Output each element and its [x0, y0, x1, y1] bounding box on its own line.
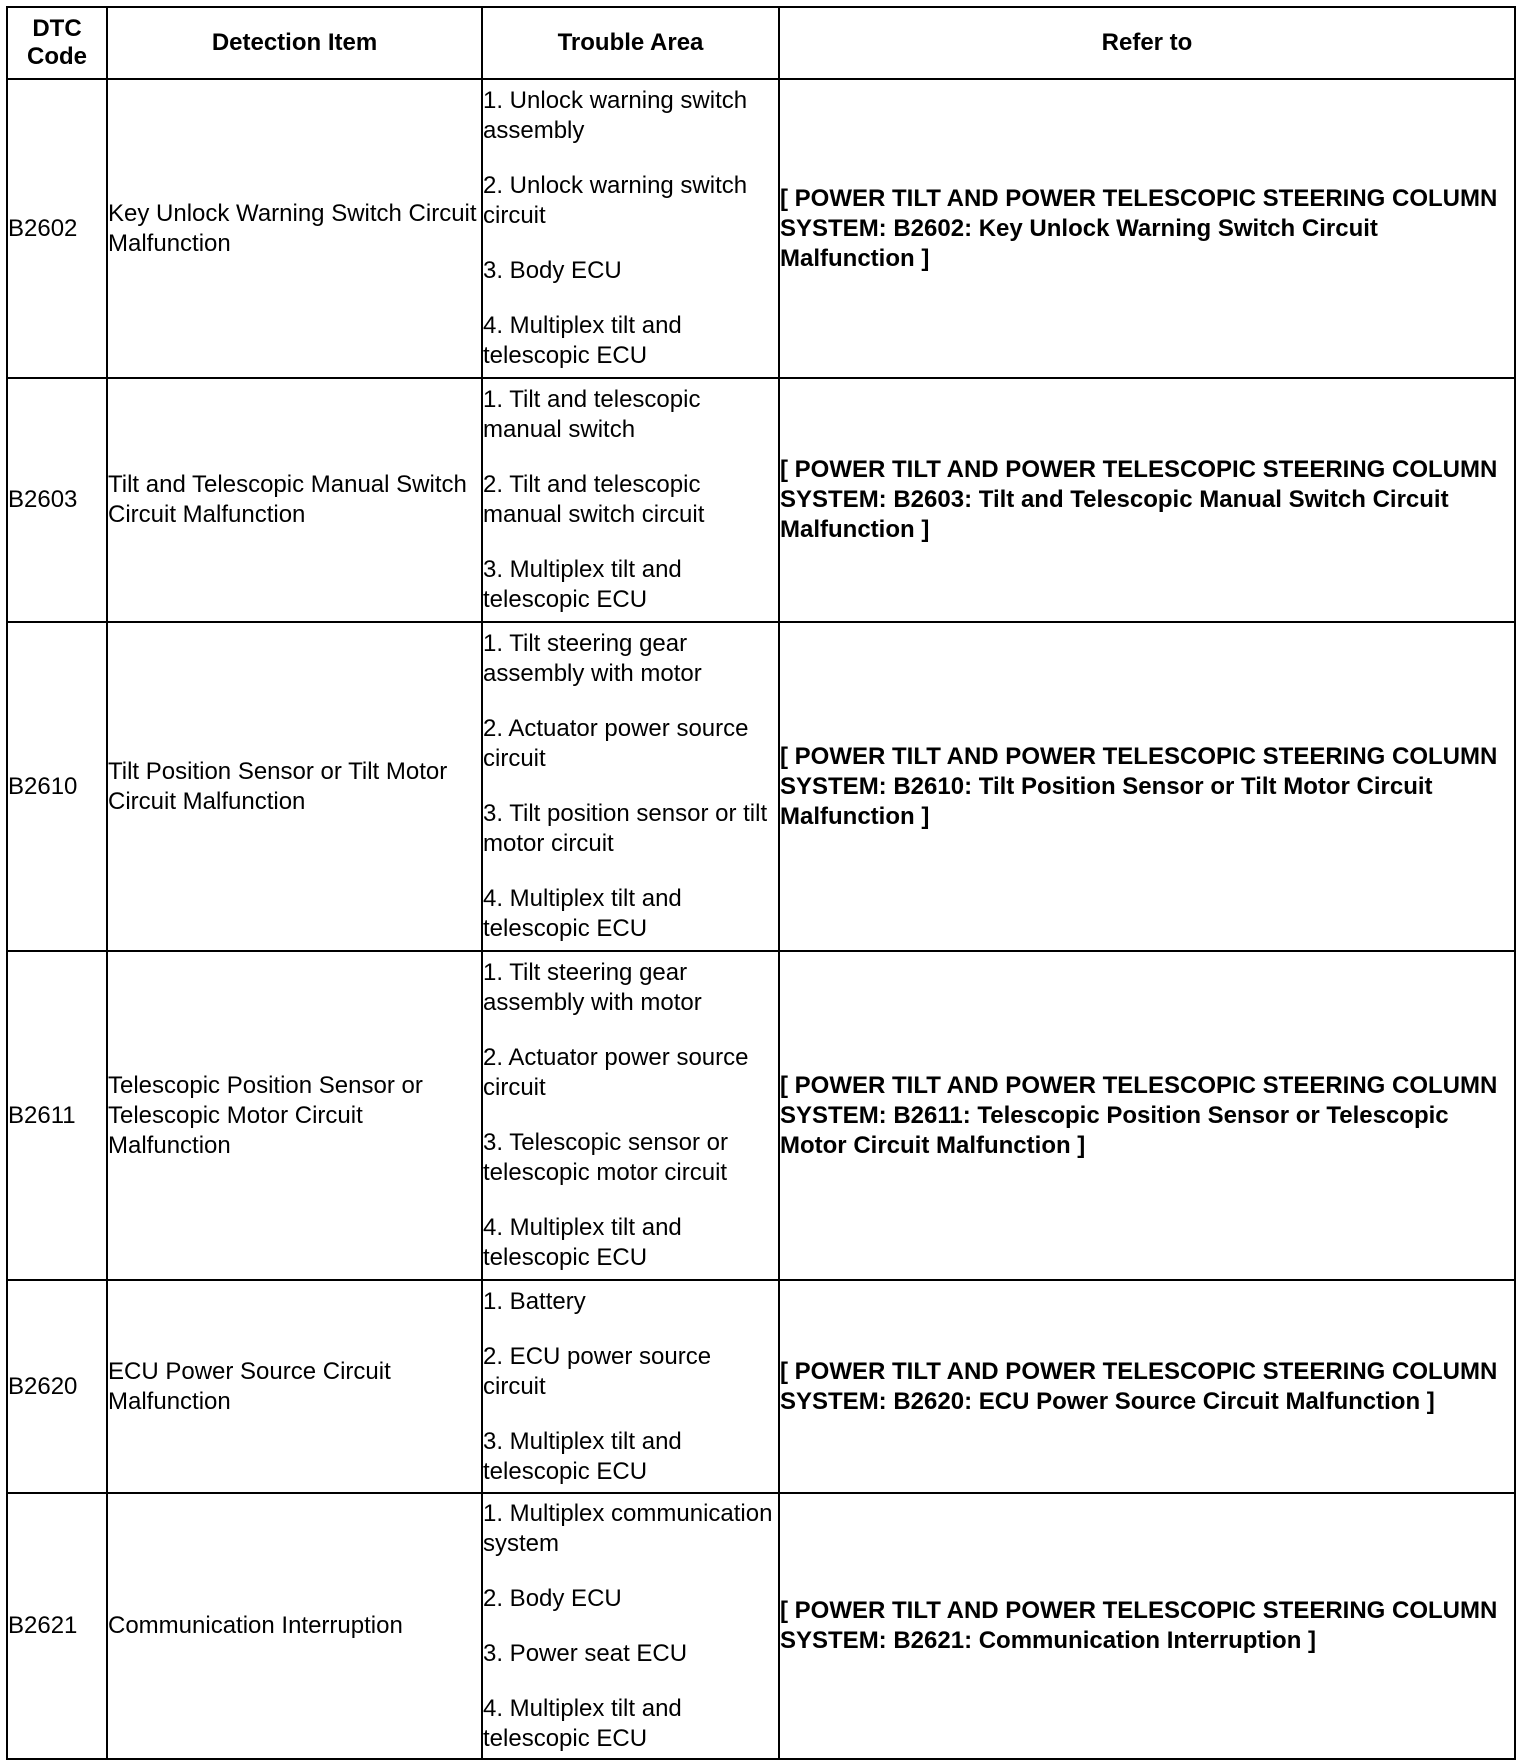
detection-item-cell: Key Unlock Warning Switch Circuit Malfunction — [107, 79, 482, 378]
refer-to-link[interactable]: [ POWER TILT AND POWER TELESCOPIC STEERING COLUMN SYSTEM: B2602: Key Unlock Warning Switch Circuit Malfunction ] — [779, 79, 1515, 378]
table-row — [7, 622, 1515, 951]
trouble-area-entry: 2. Actuator power source circuit — [483, 715, 749, 772]
trouble-area-entry: 3. Multiplex tilt and telescopic ECU — [483, 1427, 682, 1485]
header-dtc-code: DTC Code — [7, 7, 107, 79]
dtc-code-cell: B2602 — [7, 79, 107, 378]
trouble-area-entry: 3. Telescopic sensor or telescopic motor circuit — [483, 1129, 729, 1186]
trouble-area-entry: 3. Body ECU — [483, 257, 622, 284]
trouble-area-cell — [482, 951, 779, 1280]
detection-item-cell: Communication Interruption — [107, 1493, 482, 1759]
header-trouble-area: Trouble Area — [482, 7, 779, 79]
detection-item-cell: ECU Power Source Circuit Malfunction — [107, 1280, 482, 1493]
trouble-area-cell — [482, 622, 779, 951]
trouble-area-cell — [482, 378, 779, 622]
trouble-area-entry: 1. Tilt steering gear assembly with motor — [483, 630, 702, 687]
refer-to-link[interactable]: [ POWER TILT AND POWER TELESCOPIC STEERING COLUMN SYSTEM: B2611: Telescopic Position Sensor or Telescopic Motor Circuit Malfunction ] — [779, 951, 1515, 1280]
trouble-area-entry: 3. Multiplex tilt and telescopic ECU — [483, 556, 682, 613]
dtc-table — [6, 6, 1516, 1760]
trouble-area-entry: 1. Tilt steering gear assembly with motor — [483, 959, 702, 1016]
trouble-area-entry: 2. Unlock warning switch circuit — [483, 172, 748, 229]
trouble-area-cell — [482, 79, 779, 378]
trouble-area-entry: 4. Multiplex tilt and telescopic ECU — [483, 1214, 682, 1271]
dtc-code-cell: B2620 — [7, 1280, 107, 1493]
detection-item-cell: Tilt Position Sensor or Tilt Motor Circuit Malfunction — [107, 622, 482, 951]
trouble-area-entry: 2. Body ECU — [483, 1584, 622, 1612]
dtc-code-cell: B2603 — [7, 378, 107, 622]
trouble-area-entry: 2. Actuator power source circuit — [483, 1044, 749, 1101]
header-detection-item: Detection Item — [107, 7, 482, 79]
trouble-area-entry: 1. Battery — [483, 1287, 586, 1315]
refer-to-link[interactable]: [ POWER TILT AND POWER TELESCOPIC STEERING COLUMN SYSTEM: B2610: Tilt Position Sensor or Tilt Motor Circuit Malfunction ] — [779, 622, 1515, 951]
trouble-area-entry: 4. Multiplex tilt and telescopic ECU — [483, 1694, 682, 1752]
dtc-code-cell: B2621 — [7, 1493, 107, 1759]
trouble-area-entry: 4. Multiplex tilt and telescopic ECU — [483, 312, 682, 369]
table-row — [7, 79, 1515, 378]
table-row — [7, 1280, 1515, 1493]
dtc-code-cell: B2611 — [7, 951, 107, 1280]
table-row — [7, 378, 1515, 622]
trouble-area-entry: 2. Tilt and telescopic manual switch circuit — [483, 471, 705, 528]
refer-to-link[interactable]: [ POWER TILT AND POWER TELESCOPIC STEERING COLUMN SYSTEM: B2603: Tilt and Telescopic Manual Switch Circuit Malfunction ] — [779, 378, 1515, 622]
dtc-code-cell: B2610 — [7, 622, 107, 951]
refer-to-link[interactable]: [ POWER TILT AND POWER TELESCOPIC STEERING COLUMN SYSTEM: B2620: ECU Power Source Circuit Malfunction ] — [779, 1280, 1515, 1493]
trouble-area-entry: 4. Multiplex tilt and telescopic ECU — [483, 885, 682, 942]
trouble-area-entry: 1. Multiplex communication system — [483, 1499, 773, 1557]
trouble-area-cell — [482, 1280, 779, 1493]
table-header-row — [7, 7, 1515, 79]
detection-item-cell: Tilt and Telescopic Manual Switch Circuit Malfunction — [107, 378, 482, 622]
trouble-area-entry: 2. ECU power source circuit — [483, 1342, 712, 1400]
table-row — [7, 1493, 1515, 1759]
table-row — [7, 951, 1515, 1280]
trouble-area-entry: 1. Tilt and telescopic manual switch — [483, 386, 701, 443]
trouble-area-entry: 3. Tilt position sensor or tilt motor circuit — [483, 800, 768, 857]
refer-to-link[interactable]: [ POWER TILT AND POWER TELESCOPIC STEERING COLUMN SYSTEM: B2621: Communication Interruption ] — [779, 1493, 1515, 1759]
trouble-area-cell — [482, 1493, 779, 1759]
header-refer-to: Refer to — [779, 7, 1515, 79]
trouble-area-entry: 1. Unlock warning switch assembly — [483, 87, 748, 144]
detection-item-cell: Telescopic Position Sensor or Telescopic Motor Circuit Malfunction — [107, 951, 482, 1280]
trouble-area-entry: 3. Power seat ECU — [483, 1639, 688, 1667]
